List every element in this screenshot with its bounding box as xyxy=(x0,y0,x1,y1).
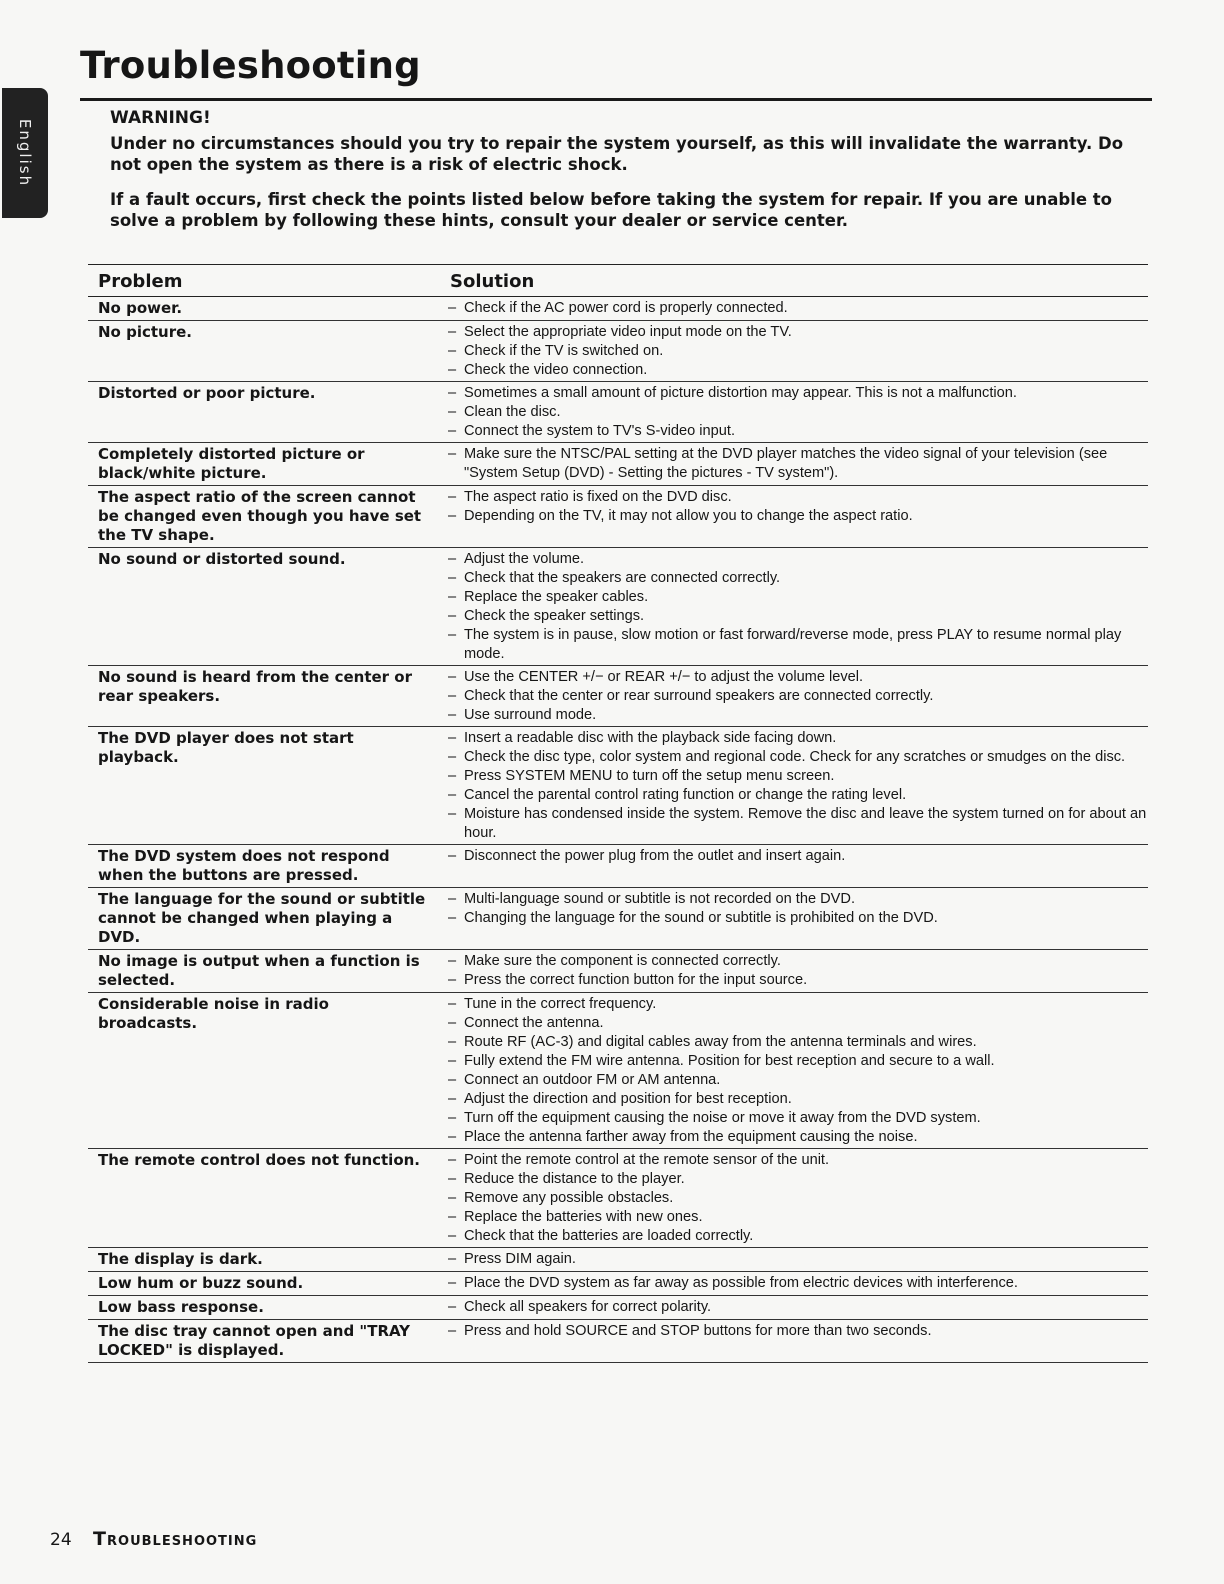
dash-bullet: – xyxy=(447,608,457,624)
solution-text: Make sure the NTSC/PAL setting at the DVD player matches the video signal of your television (see "System Setup (DVD) - Setting the pictures - TV system"). xyxy=(464,446,1108,481)
solution-item xyxy=(440,1052,1148,1071)
solution-item xyxy=(440,748,1148,767)
problem-cell: The display is dark. xyxy=(98,1250,263,1268)
solution-cell xyxy=(440,382,1148,442)
dash-bullet: – xyxy=(447,385,457,401)
dash-bullet: – xyxy=(447,362,457,378)
table-row xyxy=(88,1149,1148,1248)
solution-item xyxy=(440,1189,1148,1208)
solution-cell xyxy=(440,845,1148,887)
dash-bullet: – xyxy=(447,972,457,988)
solution-item xyxy=(440,1090,1148,1109)
dash-bullet: – xyxy=(447,910,457,926)
solution-text: Check that the batteries are loaded correctly. xyxy=(464,1228,754,1244)
dash-bullet: – xyxy=(447,1152,457,1168)
dash-bullet: – xyxy=(447,749,457,765)
solution-item xyxy=(440,1322,1148,1341)
dash-bullet: – xyxy=(447,1251,457,1267)
solution-text: Cancel the parental control rating function or change the rating level. xyxy=(464,787,907,803)
table-row xyxy=(88,888,1148,950)
dash-bullet: – xyxy=(447,1015,457,1031)
problem-cell: No sound or distorted sound. xyxy=(98,550,346,568)
solution-item xyxy=(440,706,1148,725)
solution-item xyxy=(440,1250,1148,1269)
dash-bullet: – xyxy=(447,446,457,462)
dash-bullet: – xyxy=(447,508,457,524)
solution-text: Depending on the TV, it may not allow you to change the aspect ratio. xyxy=(464,508,913,524)
dash-bullet: – xyxy=(447,1275,457,1291)
solution-item xyxy=(440,403,1148,422)
language-side-tab xyxy=(2,88,48,218)
solution-item xyxy=(440,890,1148,909)
warning-block xyxy=(110,108,1150,245)
solution-text: Disconnect the power plug from the outlet and insert again. xyxy=(464,848,846,864)
solution-text: Check the video connection. xyxy=(464,362,648,378)
problem-cell: Considerable noise in radio broadcasts. xyxy=(98,995,329,1032)
table-header xyxy=(88,264,1148,297)
solution-item xyxy=(440,1128,1148,1147)
solution-text: Replace the batteries with new ones. xyxy=(464,1209,703,1225)
solution-cell xyxy=(440,443,1148,485)
solution-item xyxy=(440,847,1148,866)
solution-text: Connect the antenna. xyxy=(464,1015,604,1031)
dash-bullet: – xyxy=(447,787,457,803)
problem-cell: Low bass response. xyxy=(98,1298,264,1316)
solution-item xyxy=(440,668,1148,687)
dash-bullet: – xyxy=(447,730,457,746)
solution-cell xyxy=(440,1248,1148,1271)
solution-text: Use surround mode. xyxy=(464,707,597,723)
table-row xyxy=(88,1296,1148,1320)
solution-item xyxy=(440,786,1148,805)
solution-text: Reduce the distance to the player. xyxy=(464,1171,685,1187)
instruction-paragraph: If a fault occurs, first check the points listed below before taking the system for repair. If you are unable to solve a problem by following these hints, consult your dealer or service center. xyxy=(110,190,1113,230)
dash-bullet: – xyxy=(447,1323,457,1339)
solution-item xyxy=(440,569,1148,588)
solution-cell xyxy=(440,321,1148,381)
problem-cell: The DVD player does not start playback. xyxy=(98,729,354,766)
dash-bullet: – xyxy=(447,1053,457,1069)
table-row xyxy=(88,666,1148,727)
dash-bullet: – xyxy=(447,300,457,316)
solution-item xyxy=(440,507,1148,526)
solution-cell xyxy=(440,548,1148,665)
solution-text: Use the CENTER +/− or REAR +/− to adjust the volume level. xyxy=(464,669,864,685)
dash-bullet: – xyxy=(447,1209,457,1225)
solution-item xyxy=(440,299,1148,318)
solution-text: Check if the TV is switched on. xyxy=(464,343,664,359)
warning-paragraph: Under no circumstances should you try to repair the system yourself, as this will invalidate the warranty. Do not open the system as there is a risk of electric shock. xyxy=(110,134,1124,174)
solution-text: Changing the language for the sound or subtitle is prohibited on the DVD. xyxy=(464,910,938,926)
dash-bullet: – xyxy=(447,768,457,784)
solution-item xyxy=(440,323,1148,342)
solution-text: Check the speaker settings. xyxy=(464,608,645,624)
table-row xyxy=(88,1248,1148,1272)
problem-cell: The aspect ratio of the screen cannot be changed even though you have set the TV shape. xyxy=(98,488,422,544)
dash-bullet: – xyxy=(447,343,457,359)
solution-text: Connect an outdoor FM or AM antenna. xyxy=(464,1072,721,1088)
solution-text: The system is in pause, slow motion or fast forward/reverse mode, press PLAY to resume normal play mode. xyxy=(464,627,1122,662)
dash-bullet: – xyxy=(447,996,457,1012)
solution-cell xyxy=(440,993,1148,1148)
solution-item xyxy=(440,422,1148,441)
troubleshooting-table xyxy=(88,264,1148,1363)
solution-item xyxy=(440,767,1148,786)
dash-bullet: – xyxy=(447,669,457,685)
dash-bullet: – xyxy=(447,688,457,704)
table-row xyxy=(88,950,1148,993)
table-row xyxy=(88,382,1148,443)
solution-text: Moisture has condensed inside the system. Remove the disc and leave the system turned on for about an hour. xyxy=(464,806,1147,841)
solution-cell xyxy=(440,1149,1148,1247)
solution-item xyxy=(440,488,1148,507)
solution-text: Check that the speakers are connected correctly. xyxy=(464,570,781,586)
dash-bullet: – xyxy=(447,1072,457,1088)
language-label: English xyxy=(16,118,34,188)
solution-text: Sometimes a small amount of picture distortion may appear. This is not a malfunction. xyxy=(464,385,1017,401)
solution-item xyxy=(440,626,1148,664)
problem-cell: No sound is heard from the center or rear speakers. xyxy=(98,668,412,705)
solution-text: Make sure the component is connected correctly. xyxy=(464,953,781,969)
problem-cell: The DVD system does not respond when the buttons are pressed. xyxy=(98,847,390,884)
table-row xyxy=(88,845,1148,888)
page-number: 24 xyxy=(50,1530,72,1550)
solution-cell xyxy=(440,666,1148,726)
dash-bullet: – xyxy=(447,324,457,340)
solution-item xyxy=(440,445,1148,483)
problem-cell: The remote control does not function. xyxy=(98,1151,421,1169)
dash-bullet: – xyxy=(447,589,457,605)
solution-text: The aspect ratio is fixed on the DVD disc. xyxy=(464,489,732,505)
table-row xyxy=(88,548,1148,666)
solution-text: Check if the AC power cord is properly connected. xyxy=(464,300,788,316)
page-title: Troubleshooting xyxy=(80,44,421,87)
problem-cell: The disc tray cannot open and "TRAY LOCKED" is displayed. xyxy=(98,1322,411,1359)
problem-cell: No image is output when a function is selected. xyxy=(98,952,420,989)
table-body xyxy=(88,297,1148,1363)
title-divider xyxy=(80,98,1152,101)
table-row xyxy=(88,297,1148,321)
solution-text: Press SYSTEM MENU to turn off the setup menu screen. xyxy=(464,768,835,784)
table-row xyxy=(88,1272,1148,1296)
solution-item xyxy=(440,1170,1148,1189)
solution-cell xyxy=(440,950,1148,992)
solution-text: Replace the speaker cables. xyxy=(464,589,649,605)
dash-bullet: – xyxy=(447,1110,457,1126)
solution-item xyxy=(440,607,1148,626)
solution-item xyxy=(440,342,1148,361)
solution-cell xyxy=(440,727,1148,844)
solution-item xyxy=(440,805,1148,843)
dash-bullet: – xyxy=(447,1091,457,1107)
solution-text: Multi-language sound or subtitle is not recorded on the DVD. xyxy=(464,891,856,907)
dash-bullet: – xyxy=(447,489,457,505)
solution-column-header: Solution xyxy=(450,271,535,292)
dash-bullet: – xyxy=(447,1129,457,1145)
solution-text: Press the correct function button for the input source. xyxy=(464,972,808,988)
solution-text: Press and hold SOURCE and STOP buttons for more than two seconds. xyxy=(464,1323,932,1339)
solution-text: Select the appropriate video input mode on the TV. xyxy=(464,324,792,340)
solution-item xyxy=(440,1227,1148,1246)
dash-bullet: – xyxy=(447,404,457,420)
solution-item xyxy=(440,1014,1148,1033)
dash-bullet: – xyxy=(447,627,457,643)
solution-cell xyxy=(440,1296,1148,1319)
problem-cell: Completely distorted picture or black/white picture. xyxy=(98,445,365,482)
solution-text: Place the antenna farther away from the equipment causing the noise. xyxy=(464,1129,918,1145)
solution-item xyxy=(440,729,1148,748)
solution-item xyxy=(440,1151,1148,1170)
dash-bullet: – xyxy=(447,891,457,907)
solution-text: Connect the system to TV's S-video input. xyxy=(464,423,736,439)
table-row xyxy=(88,321,1148,382)
solution-item xyxy=(440,909,1148,928)
dash-bullet: – xyxy=(447,1034,457,1050)
solution-item xyxy=(440,995,1148,1014)
problem-cell: No picture. xyxy=(98,323,192,341)
problem-cell: Low hum or buzz sound. xyxy=(98,1274,304,1292)
solution-item xyxy=(440,361,1148,380)
solution-text: Tune in the correct frequency. xyxy=(464,996,657,1012)
solution-item xyxy=(440,1274,1148,1293)
solution-item xyxy=(440,550,1148,569)
solution-text: Check that the center or rear surround speakers are connected correctly. xyxy=(464,688,934,704)
solution-text: Check all speakers for correct polarity. xyxy=(464,1299,712,1315)
solution-item xyxy=(440,1298,1148,1317)
solution-cell xyxy=(440,1272,1148,1295)
solution-item xyxy=(440,588,1148,607)
dash-bullet: – xyxy=(447,570,457,586)
problem-cell: No power. xyxy=(98,299,183,317)
solution-cell xyxy=(440,888,1148,949)
solution-text: Turn off the equipment causing the noise or move it away from the DVD system. xyxy=(464,1110,981,1126)
dash-bullet: – xyxy=(447,1299,457,1315)
table-row xyxy=(88,727,1148,845)
warning-title: WARNING! xyxy=(110,108,211,128)
dash-bullet: – xyxy=(447,806,457,822)
problem-cell: The language for the sound or subtitle cannot be changed when playing a DVD. xyxy=(98,890,426,946)
table-row xyxy=(88,443,1148,486)
solution-cell xyxy=(440,297,1148,320)
solution-text: Route RF (AC-3) and digital cables away from the antenna terminals and wires. xyxy=(464,1034,977,1050)
table-row xyxy=(88,993,1148,1149)
dash-bullet: – xyxy=(447,1228,457,1244)
solution-cell xyxy=(440,1320,1148,1362)
solution-text: Place the DVD system as far away as possible from electric devices with interference. xyxy=(464,1275,1018,1291)
dash-bullet: – xyxy=(447,848,457,864)
solution-text: Remove any possible obstacles. xyxy=(464,1190,674,1206)
solution-item xyxy=(440,687,1148,706)
solution-text: Adjust the direction and position for best reception. xyxy=(464,1091,792,1107)
solution-item xyxy=(440,952,1148,971)
solution-text: Press DIM again. xyxy=(464,1251,576,1267)
solution-item xyxy=(440,971,1148,990)
solution-item xyxy=(440,384,1148,403)
dash-bullet: – xyxy=(447,551,457,567)
solution-text: Fully extend the FM wire antenna. Position for best reception and secure to a wall. xyxy=(464,1053,995,1069)
problem-column-header: Problem xyxy=(98,271,183,292)
solution-cell xyxy=(440,486,1148,547)
page-footer xyxy=(50,1528,257,1550)
footer-section-title: Troubleshooting xyxy=(93,1528,258,1550)
dash-bullet: – xyxy=(447,1190,457,1206)
solution-text: Clean the disc. xyxy=(464,404,561,420)
solution-item xyxy=(440,1071,1148,1090)
dash-bullet: – xyxy=(447,423,457,439)
solution-text: Adjust the volume. xyxy=(464,551,585,567)
dash-bullet: – xyxy=(447,707,457,723)
solution-item xyxy=(440,1033,1148,1052)
table-row xyxy=(88,1320,1148,1363)
solution-text: Check the disc type, color system and regional code. Check for any scratches or smudges on the disc. xyxy=(464,749,1126,765)
solution-item xyxy=(440,1208,1148,1227)
solution-item xyxy=(440,1109,1148,1128)
dash-bullet: – xyxy=(447,953,457,969)
problem-cell: Distorted or poor picture. xyxy=(98,384,316,402)
dash-bullet: – xyxy=(447,1171,457,1187)
solution-text: Insert a readable disc with the playback side facing down. xyxy=(464,730,837,746)
table-row xyxy=(88,486,1148,548)
solution-text: Point the remote control at the remote sensor of the unit. xyxy=(464,1152,830,1168)
